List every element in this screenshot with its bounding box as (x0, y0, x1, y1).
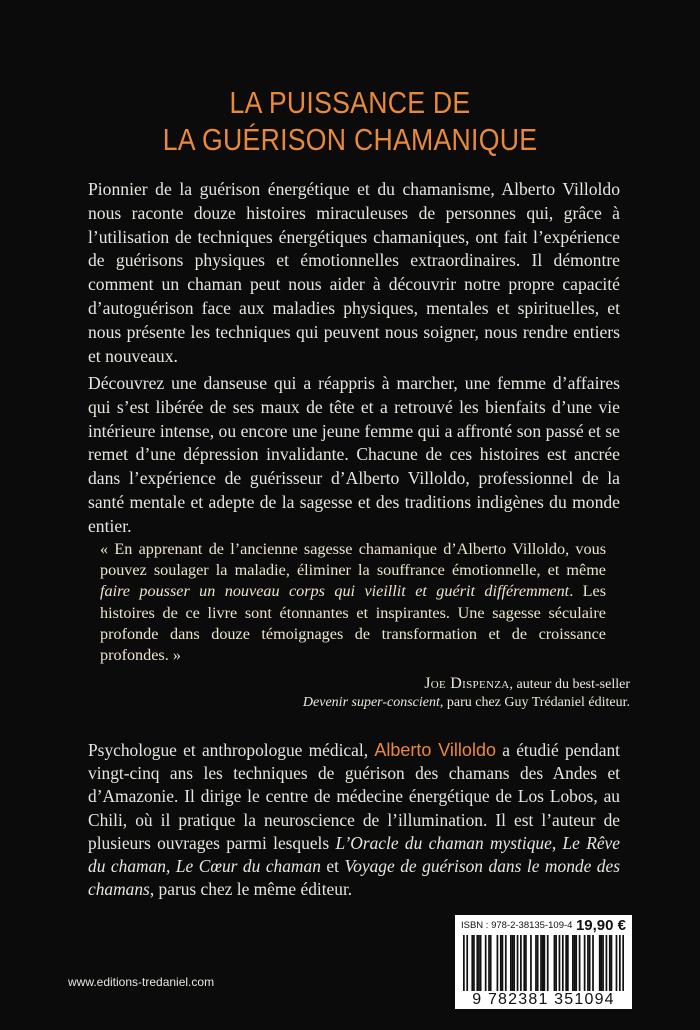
bio-intro: Psychologue et anthropologue médical, (88, 740, 375, 760)
barcode-bar (512, 935, 514, 991)
barcode-bar (513, 935, 515, 991)
bio-text-2: , parus chez le même éditeur. (149, 879, 353, 900)
barcode-bar (565, 935, 567, 991)
barcode-bar (555, 935, 557, 991)
barcode-bar (480, 935, 482, 991)
bio-author-name: Alberto Villoldo (374, 740, 496, 760)
barcode-bar (530, 935, 532, 991)
barcode-bar (567, 935, 569, 991)
barcode-bar (523, 935, 525, 991)
bio-book-4: Voyage de guérison dans le monde des chamans (88, 856, 620, 900)
barcode-bar (559, 935, 561, 991)
barcode-bar (584, 935, 586, 991)
bio-separator-1: , (551, 832, 563, 853)
barcode-bar (497, 935, 499, 991)
barcode-bar (478, 935, 480, 991)
bio-book-1: L’Oracle du chaman mystique (335, 832, 552, 853)
barcode-bar (606, 935, 608, 991)
barcode-bar (589, 935, 591, 991)
bio-separator-3: et (320, 856, 345, 877)
quote-text-start: « En apprenant de l’ancienne sagesse chamanique d’Alberto Villoldo, vous pouvez soulager la maladie, éliminer la souffrance émotionnelle, et même (100, 540, 606, 580)
barcode-bar (592, 935, 594, 991)
summary-paragraph-2: Découvrez une danseuse qui a réappris à marcher, une femme d’affaires qui s’est libérée de ses maux de tête et a retrouvé les bienfaits d’une vie intérieure intense, ou encore une jeune femme qui a affronté son passé et se remet d’une dépression invalidante. Chacune de ces histoires est ancrée dans l’expérience de guérisseur d’Alberto Villoldo, professionnel de la santé mentale et adepte de la sagesse et des traditions indigènes du monde entier. (88, 373, 620, 536)
barcode-bar (544, 935, 546, 991)
barcode-bar (473, 935, 475, 991)
summary-paragraph-1: Pionnier de la guérison énergétique et du chamanisme, Alberto Villoldo nous raconte douze histoires miraculeuses de personnes qui, grâce à l’utilisation de techniques énergétiques chamaniques, ont fait l’expérience de guérisons physiques et émotionnelles extraordinaires. Il démontre comment un chaman peut nous aider à découvrir notre propre capacité d’autoguérison face aux maladies physiques, mentales et spirituelles, et nous présente les techniques qui peuvent nous soigner, nous rendre entiers et nouveaux. (88, 179, 620, 366)
quote-text-end: . Les histoires de ce livre sont étonnantes et inspirantes. Une sagesse séculaire profonde dans douze témoignages de transformation et de croissance profondes. » (100, 582, 607, 665)
barcode-bar (572, 935, 574, 991)
barcode-bar (587, 935, 589, 991)
barcode-bar (602, 935, 604, 991)
barcode-bar (525, 935, 527, 991)
bio-book-2: Le Rêve du chaman (88, 832, 620, 877)
barcode-bar (537, 935, 539, 991)
publisher-website: www.editions-tredaniel.com (68, 975, 215, 989)
barcode-bar (505, 935, 507, 991)
barcode-bar (562, 935, 564, 991)
barcode-bar (579, 935, 581, 991)
barcode-panel (455, 915, 632, 1009)
barcode-bar (622, 935, 624, 991)
barcode-image (463, 935, 624, 991)
endorsement-quote (100, 539, 606, 666)
bio-text-1: a étudié pendant vingt-cinq ans les techniques de guérison des chamans des Andes et d’Amazonie. Il dirige le centre de médecine énergétique de Los Lobos, au Chili, où il pratique la neuroscience de l’illumination. Il est l’auteur de plusieurs ouvrages parmi lesquels (88, 740, 620, 853)
barcode-digits: 9 782381 351094 (472, 991, 615, 1008)
barcode-bar (463, 935, 465, 991)
barcode-bar (500, 935, 502, 991)
barcode-bar (542, 935, 544, 991)
barcode-bar (619, 935, 621, 991)
quote-publisher: , paru chez Guy Trédaniel éditeur. (439, 695, 630, 710)
quote-book-title: Devenir super-conscient (302, 695, 440, 710)
barcode-bar (510, 935, 512, 991)
barcode-bar (540, 935, 542, 991)
barcode-bar (520, 935, 522, 991)
barcode-bar (488, 935, 490, 991)
title-line-1: LA PUISSANCE DE (229, 85, 471, 120)
title-line-2: LA GUÉRISON CHAMANIQUE (162, 122, 538, 157)
barcode-bar (490, 935, 492, 991)
quote-italic-text: faire pousser un nouveau corps qui vieillit et guérit différemment (100, 582, 570, 601)
barcode-bar (574, 935, 576, 991)
barcode-bar (601, 935, 603, 991)
barcode-bar (554, 935, 556, 991)
price-label: 19,90 € (575, 917, 626, 934)
barcode-bar (575, 935, 577, 991)
barcode-bar (466, 935, 468, 991)
barcode-bar (476, 935, 478, 991)
barcode-bar (535, 935, 537, 991)
bio-separator-2: , (165, 856, 176, 877)
barcode-bar (611, 935, 613, 991)
bio-book-3: Le Cœur du chaman (175, 856, 321, 877)
quote-author-role: , auteur du best-seller (509, 677, 630, 692)
barcode-bar (485, 935, 487, 991)
barcode-bar (616, 935, 618, 991)
quote-author-name: Joe Dispenza (424, 675, 510, 692)
barcode-bar (609, 935, 611, 991)
barcode-bar (517, 935, 519, 991)
barcode-bar (599, 935, 601, 991)
barcode-bar (547, 935, 549, 991)
barcode-bar (471, 935, 473, 991)
book-title (49, 84, 651, 158)
quote-attribution (160, 675, 630, 712)
author-bio (88, 739, 620, 901)
barcode-bar (502, 935, 504, 991)
isbn-label: ISBN : 978-2-38135-109-4 (461, 920, 573, 931)
